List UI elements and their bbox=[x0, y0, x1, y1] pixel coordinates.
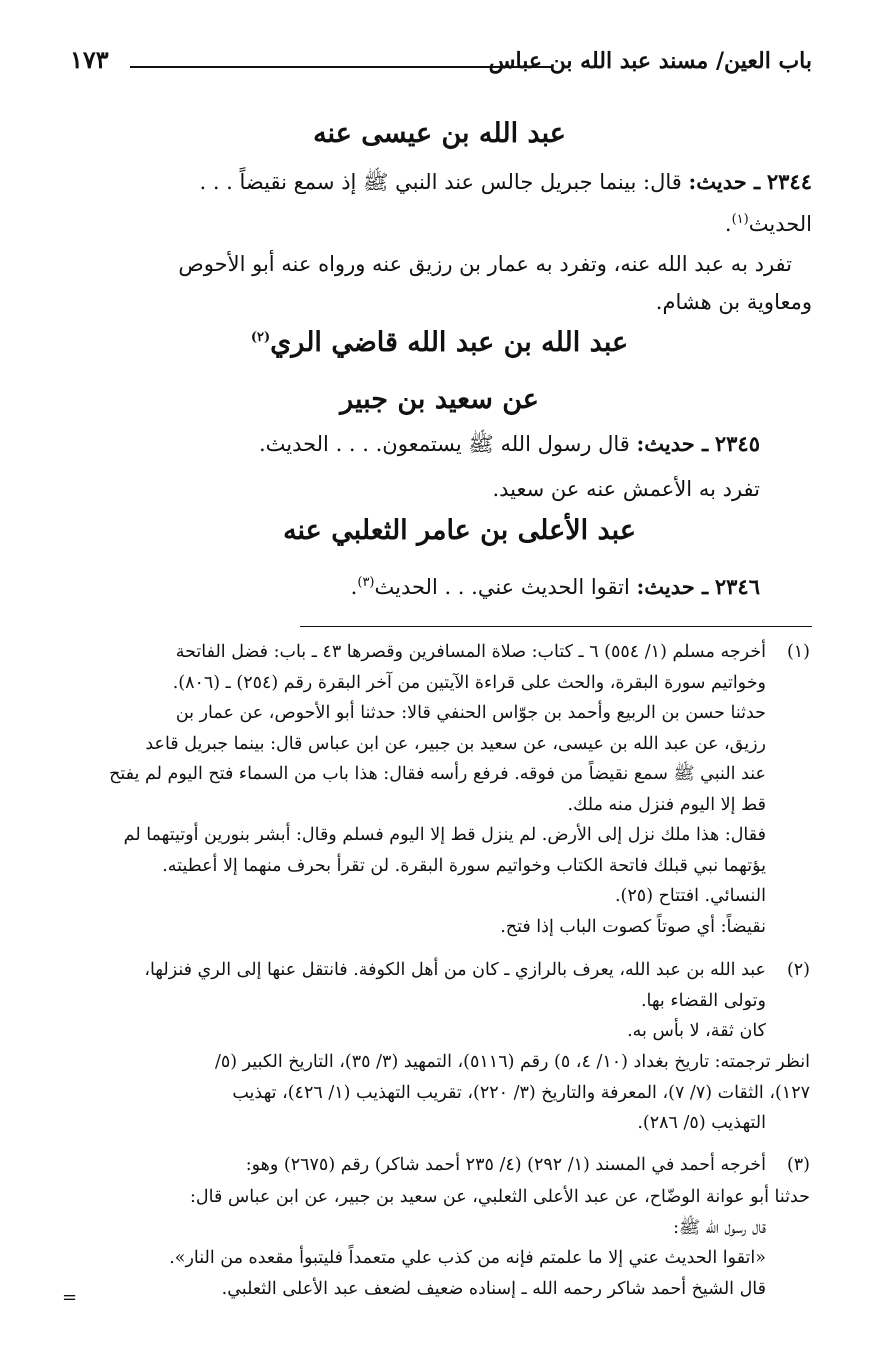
footnote-ref: (٣) bbox=[357, 575, 375, 590]
hadith-number: ٢٣٤٥ bbox=[714, 431, 760, 456]
footnote-marker: (١) bbox=[786, 642, 810, 662]
header-title: باب العين/ مسند عبد الله بن عباس bbox=[488, 48, 812, 74]
footnote-marker: (٣) bbox=[786, 1155, 810, 1175]
section-subtitle: عن سعيد بن جبير bbox=[340, 384, 539, 415]
hadith-2345 bbox=[68, 425, 812, 463]
footnote-ref: (١) bbox=[731, 212, 749, 227]
section-title: عبد الله بن عيسى عنه bbox=[313, 118, 566, 149]
footnote-separator bbox=[300, 626, 812, 627]
hadith-label: ـ حديث: bbox=[636, 574, 709, 599]
hadith-number: ٢٣٤٦ bbox=[714, 574, 760, 599]
hadith-text-cont: الحديث bbox=[748, 212, 812, 236]
hadith-label: ـ حديث: bbox=[636, 431, 709, 456]
header-rule bbox=[130, 66, 552, 68]
section-title: عبد الأعلى بن عامر الثعلبي عنه bbox=[283, 515, 636, 546]
section-note: تفرد به عبد الله عنه، وتفرد به عمار بن رزيق عنه ورواه عنه أبو الأحوص ومعاوية بن هشام. bbox=[178, 252, 812, 314]
hadith-text: قال: بينما جبريل جالس عند النبي ﷺ إذ سمع نقيضاً . . . bbox=[199, 170, 682, 194]
margin-mark: = bbox=[62, 1287, 78, 1308]
footnote-ref: (٢) bbox=[250, 330, 271, 345]
footnote-2-refs: انظر ترجمته: تاريخ بغداد (١٠/ ٤، ٥) رقم (٥١١٦)، التمهيد (٣/ ٣٥)، التاريخ الكبير (٥/ ١٢٧)، الثقات (٧/ ٧)، المعرفة والتاريخ (٣/ ٢٢٠)، تقريب التهذيب (١/ ٤٢٦)، تهذيب التهذيب (٥/ ٢٨٦). bbox=[214, 1052, 810, 1133]
footnote-marker: (٢) bbox=[786, 960, 810, 980]
footnote-2: (٢) عبد الله بن عبد الله، يعرف بالرازي ـ كان من أهل الكوفة. فانتقل عنها إلى الري فنزلها، وتولى القضاء بها. كان ثقة، لا بأس به. bbox=[68, 955, 810, 1047]
hadith-label: ـ حديث: bbox=[688, 169, 761, 194]
footnote-3-text: حدثنا أبو عوانة الوضّاح، عن عبد الأعلى الثعلبي، عن سعيد بن جبير، عن ابن عباس قال: قال رسول الله ﷺ: «اتقوا الحديث عني إلا ما علمتم فإنه من كذب علي متعمداً فليتبوأ مقعده من النار». قال الشيخ أحمد شاكر رحمه الله ـ إسناده ضعيف لضعف عبد الأعلى الثعلبي. bbox=[169, 1187, 810, 1299]
page-number: ١٧٣ bbox=[70, 45, 109, 74]
hadith-2346: ٢٣٤٦ ـ حديث: اتقوا الحديث عني. . . الحديث$^{(٣)}$. bbox=[350, 574, 760, 599]
hadith-number: ٢٣٤٤ bbox=[766, 169, 812, 194]
footnote-3: (٣) أخرجه أحمد في المسند (١/ ٢٩٢) (٤/ ٢٣٥ أحمد شاكر) رقم (٢٦٧٥) وهو: bbox=[68, 1150, 810, 1181]
section-title: عبد الله بن عبد الله قاضي الري$^{(٢)}$ bbox=[250, 327, 629, 358]
running-header bbox=[70, 40, 812, 80]
footnote-1: (١) أخرجه مسلم (١/ ٥٥٤) ٦ ـ كتاب: صلاة المسافرين وقصرها ٤٣ ـ باب: فضل الفاتحة وخواتيم سورة البقرة، والحث على قراءة الآيتين من آخر البقرة رقم (٢٥٤) ـ (٨٠٦). حدثنا حسن بن الربيع وأحمد بن جوّاس الحنفي قالا: حدثنا أبو الأحوص، عن عمار بن رزيق، عن عبد الله بن عيسى، عن سعيد بن جبير، عن ابن عباس قال: بينما جبريل قاعد عند النبي ﷺ سمع نقيضاً من فوقه. فرفع رأسه فقال: هذا باب من السماء فتح اليوم لم يفتح قط إلا اليوم فنزل منه ملك. فقال: هذا ملك نزل إلى الأرض. لم ينزل قط إلا اليوم فسلم وقال: أبشر بنورين أوتيتهما لم يؤتهما نبي قبلك فاتحة الكتاب وخواتيم سورة البقرة. لن تقرأ بحرف منهما إلا أعطيته. النسائي. افتتاح (٢٥). نقيضاً: أي صوتاً كصوت الباب إذا فتح. bbox=[68, 637, 810, 942]
hadith-text: قال رسول الله ﷺ يستمعون. . . . الحديث. bbox=[258, 432, 630, 456]
hadith-text: اتقوا الحديث عني. . . الحديث bbox=[374, 575, 630, 599]
section-note: تفرد به الأعمش عنه عن سعيد. bbox=[492, 477, 760, 501]
hadith-2344: ٢٣٤٤ ـ حديث: قال: بينما جبريل جالس عند النبي ﷺ إذ سمع نقيضاً . . . الحديث$^{(١)}$. bbox=[199, 169, 812, 236]
